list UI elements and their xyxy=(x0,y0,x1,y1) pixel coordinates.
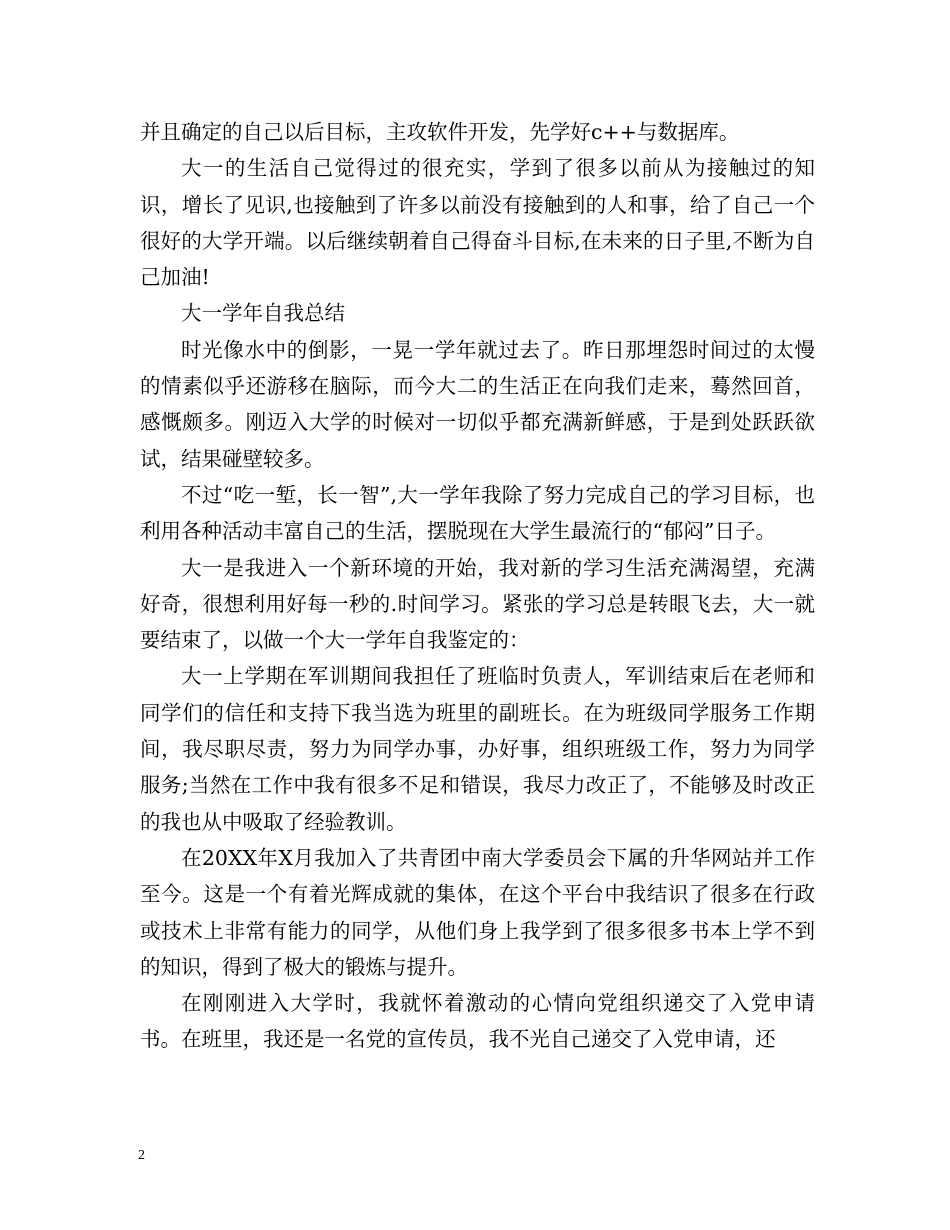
paragraph: 大一的生活自己觉得过的很充实，学到了很多以前从为接触过的知识，增长了见识,也接触到了许多以前没有接触到的人和事，给了自己一个很好的大学开端。以后继续朝着自己得奋斗目标,在未来的日子里,不断为自己加油! xyxy=(140,156,815,290)
paragraph-continuation: 并且确定的自己以后目标，主攻软件开发，先学好c++与数据库。 xyxy=(140,120,740,144)
document-body xyxy=(140,114,815,1058)
paragraph: 不过“吃一堑，长一智”,大一学年我除了努力完成自己的学习目标，也利用各种活动丰富自己的生活，摆脱现在大学生最流行的“郁闷”日子。 xyxy=(140,482,815,544)
paragraph: 大一是我进入一个新环境的开始，我对新的学习生活充满渴望，充满好奇，很想利用好每一秒的.时间学习。紧张的学习总是转眼飞去，大一就要结束了，以做一个大一学年自我鉴定的： xyxy=(140,555,815,653)
paragraph: 大一上学期在军训期间我担任了班临时负责人，军训结束后在老师和同学们的信任和支持下我当选为班里的副班长。在为班级同学服务工作期间，我尽职尽责，努力为同学办事，办好事，组织班级工作，努力为同学服务;当然在工作中我有很多不足和错误，我尽力改正了，不能够及时改正的我也从中吸取了经验教训。 xyxy=(140,664,815,834)
section-heading: 大一学年自我总结 xyxy=(181,301,345,326)
page-number: 2 xyxy=(138,1148,145,1163)
paragraph: 在刚刚进入大学时，我就怀着激动的心情向党组织递交了入党申请书。在班里，我还是一名党的宣传员，我不光自己递交了入党申请，还 xyxy=(140,991,815,1052)
paragraph: 在20XX年X月我加入了共青团中南大学委员会下属的升华网站并工作至今。这是一个有着光辉成就的集体，在这个平台中我结识了很多在行政或技术上非常有能力的同学，从他们身上我学到了很多很多书本上学不到的知识，得到了极大的锻炼与提升。 xyxy=(140,845,815,979)
paragraph: 时光像水中的倒影，一晃一学年就过去了。昨日那埋怨时间过的太慢的情素似乎还游移在脑际，而今大二的生活正在向我们走来，蓦然回首，感慨颇多。刚迈入大学的时候对一切似乎都充满新鲜感，于是到处跃跃欲试，结果碰壁较多。 xyxy=(140,337,815,471)
